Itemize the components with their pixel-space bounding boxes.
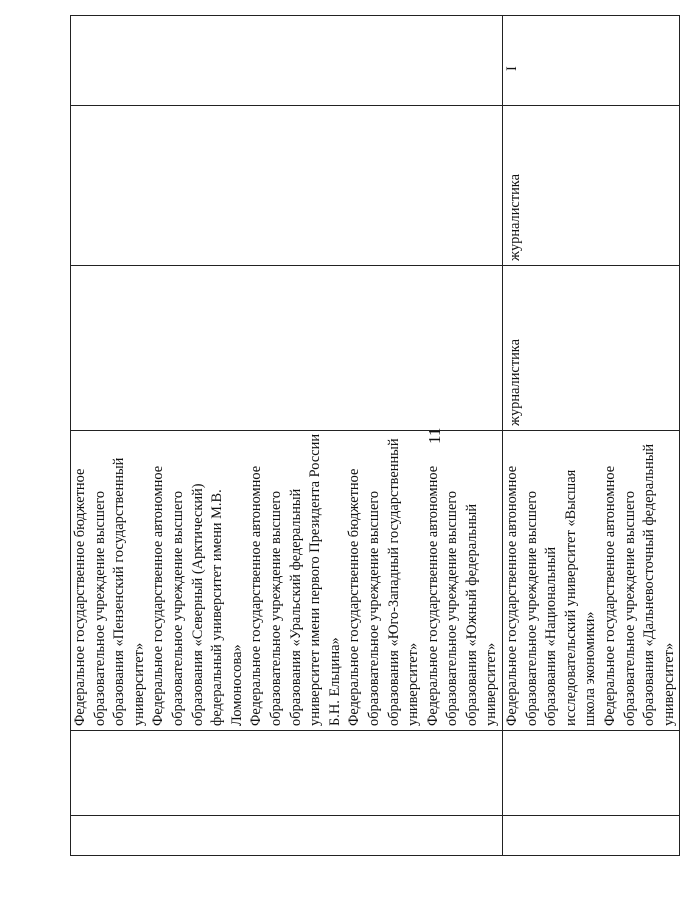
university-name: Федеральное государственное автономное образовательное учреждение высшего образования «Уральский федеральный университет имени первого Президента России Б.Н. Ельцина» xyxy=(248,433,343,726)
table-row xyxy=(503,16,680,856)
page-number: 11 xyxy=(425,427,444,444)
table-row xyxy=(71,16,503,856)
university-name: Федеральное государственное бюджетное образовательное учреждение высшего образования «Юго-Западный государственный университет» xyxy=(346,438,422,726)
rotated-table-container xyxy=(70,16,677,856)
university-name: Федеральное государственное автономное образовательное учреждение высшего образования «Северный (Арктический) федеральный университет имени М.В. Ломоносова» xyxy=(150,465,245,726)
empty-cell xyxy=(71,816,503,856)
empty-cell xyxy=(71,266,503,431)
empty-cell xyxy=(71,106,503,266)
empty-cell xyxy=(71,16,503,106)
university-name: Федеральное государственное бюджетное образовательное учреждение высшего образования «Пензенский государственный университет» xyxy=(72,457,147,726)
specialty-cell-2: журналистика xyxy=(503,106,680,266)
university-name: Федеральное государственное автономное образовательное учреждение высшего образования «Южный федеральный университет» xyxy=(424,465,500,726)
empty-cell xyxy=(503,816,680,856)
mark-cell: I xyxy=(503,16,680,106)
empty-cell xyxy=(71,731,503,816)
empty-cell xyxy=(503,731,680,816)
specialty-cell: журналистика xyxy=(503,266,680,431)
universities-table xyxy=(70,15,680,856)
universities-cell xyxy=(71,431,503,731)
university-name: Федеральное государственное автономное образовательное учреждение высшего образования «Дальневосточный федеральный университет» xyxy=(602,443,677,726)
university-name: Федеральное государственное автономное образовательное учреждение высшего образования «Национальный исследовательский университет «Высшая школа экономики» xyxy=(504,465,599,726)
universities-cell xyxy=(503,431,680,731)
